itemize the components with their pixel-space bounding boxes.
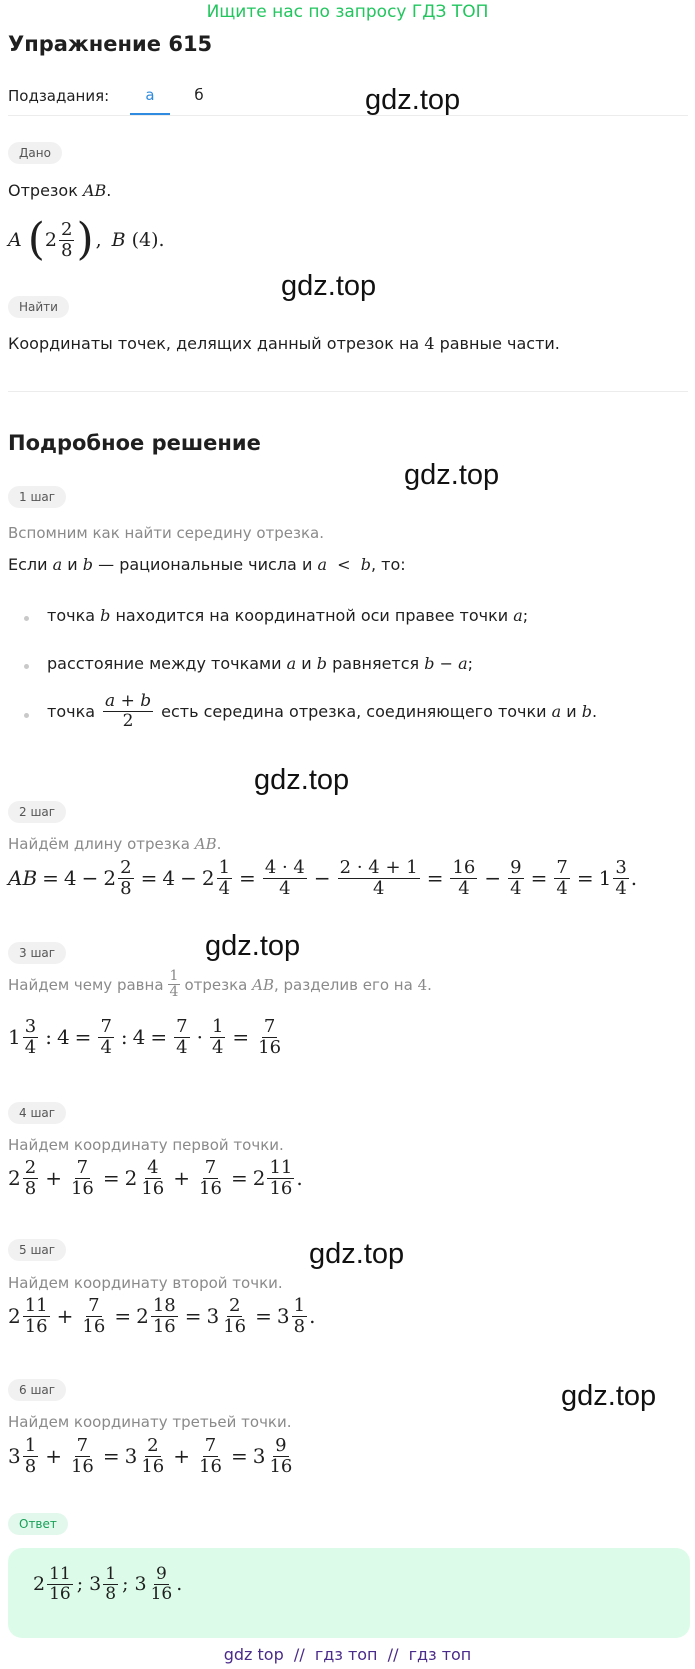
step6-intro: Найдем координату третьей точки. — [8, 1413, 292, 1431]
segment-ab: AB — [82, 181, 107, 200]
step4-intro: Найдем координату первой точки. — [8, 1136, 284, 1154]
find-text: Координаты точек, делящих данный отрезок на 4 равные части. — [8, 334, 560, 353]
point-b-value: (4). — [131, 229, 165, 251]
subtasks-divider — [8, 115, 688, 116]
footer-links[interactable]: gdz top // гдз топ // гдз топ — [223, 1645, 472, 1664]
step1-condition: Если a и b — рациональные числа и a < b, то: — [8, 555, 406, 574]
given-segment-label: Отрезок — [8, 181, 78, 200]
step3-badge: 3 шаг — [8, 942, 66, 964]
answer-value: 2 $\frac{11}{16}$ ; 3 $\frac{1}{8}$ ; 3 $\frac{9}{16}$ . — [33, 1564, 183, 1604]
step2-equation: AB = 4 − 2 $\frac{2}{8}$ = 4 − 2 $\frac{1}{4}$ = $\frac{4 \cdot 4}{4}$ − $\frac{2 \cdot 4 + 1}{4}$ = $\frac{16}{4}$ − $\frac{9}{4}$ = $\frac{7}{4}$ = 1 $\frac{3}{4}$ . — [8, 857, 638, 899]
point-b-label: B — [111, 229, 126, 251]
watermark: gdz.top — [309, 1238, 405, 1270]
answer-badge: Ответ — [8, 1513, 68, 1535]
step5-equation: 2 $\frac{11}{16}$ + $\frac{7}{16}$ = 2 $\frac{18}{16}$ = 3 $\frac{2}{16}$ = 3 $\frac{1}{8}$ . — [8, 1295, 316, 1337]
step1-bullet-2: расстояние между точками a и b равняется b − a; — [47, 654, 474, 673]
point-a-label: A — [8, 229, 22, 251]
step1-intro: Вспомним как найти середину отрезка. — [8, 524, 325, 542]
step2-badge: 2 шаг — [8, 801, 66, 823]
watermark: gdz.top — [365, 84, 461, 116]
given-segment-line — [8, 181, 111, 200]
watermark: gdz.top — [254, 764, 350, 796]
paren-close: ) — [76, 214, 94, 265]
step1-badge: 1 шаг — [8, 486, 66, 508]
subtasks-label: Подзадания: — [8, 87, 110, 105]
step4-equation: 2 $\frac{2}{8}$ + $\frac{7}{16}$ = 2 $\frac{4}{16}$ + $\frac{7}{16}$ = 2 $\frac{11}{16}$ . — [8, 1157, 303, 1199]
paren-open: ( — [27, 214, 45, 265]
given-period: . — [106, 181, 112, 200]
watermark: gdz.top — [205, 930, 301, 962]
step5-intro: Найдем координату второй точки. — [8, 1274, 283, 1292]
step1-bullet-3: точка $\frac{a + b}{2}$ есть середина отрезка, соединяющего точки a и b . — [47, 691, 598, 731]
quarter-fraction: $\frac{1}{4}$ — [169, 968, 179, 1001]
search-banner: Ищите нас по запросу ГДЗ ТОП — [206, 2, 489, 22]
step5-badge: 5 шаг — [8, 1239, 66, 1261]
watermark: gdz.top — [561, 1380, 657, 1412]
step4-badge: 4 шаг — [8, 1102, 66, 1124]
step2-intro: Найдём длину отрезка AB. — [8, 835, 222, 853]
watermark: gdz.top — [281, 270, 377, 302]
point-a-value — [45, 220, 77, 261]
bullet-dot — [24, 616, 29, 621]
step6-equation: 3 $\frac{1}{8}$ + $\frac{7}{16}$ = 3 $\frac{2}{16}$ + $\frac{7}{16}$ = 3 $\frac{9}{16}$ — [8, 1435, 293, 1477]
subtask-tab-a[interactable]: а — [145, 86, 155, 104]
given-points: A ( 2 $\frac{2}{8}$ ) , B (4). — [8, 214, 165, 265]
watermark: gdz.top — [404, 459, 500, 491]
find-badge: Найти — [8, 296, 69, 318]
bullet-dot — [24, 664, 29, 669]
midpoint-fraction: $\frac{a + b}{2}$ — [105, 691, 152, 731]
step6-badge: 6 шаг — [8, 1379, 66, 1401]
subtask-tab-b[interactable]: б — [194, 86, 204, 104]
solution-title: Подробное решение — [8, 431, 261, 455]
step3-intro: Найдем чему равна $\frac{1}{4}$ отрезка AB , разделив его на 4 . — [8, 968, 432, 1001]
page-title: Упражнение 615 — [8, 32, 213, 56]
a-whole: 2 — [44, 229, 57, 251]
step1-bullet-1: точка b находится на координатной оси правее точки a; — [47, 606, 529, 625]
section-divider — [8, 391, 688, 392]
bullet-dot — [24, 713, 29, 718]
given-badge: Дано — [8, 142, 62, 164]
step3-equation: 1 $\frac{3}{4}$ : 4 = $\frac{7}{4}$ : 4 = $\frac{7}{4}$ · $\frac{1}{4}$ = $\frac{7}{16}$ — [8, 1016, 282, 1058]
a-fraction: $\frac{2}{8}$ — [61, 218, 73, 261]
